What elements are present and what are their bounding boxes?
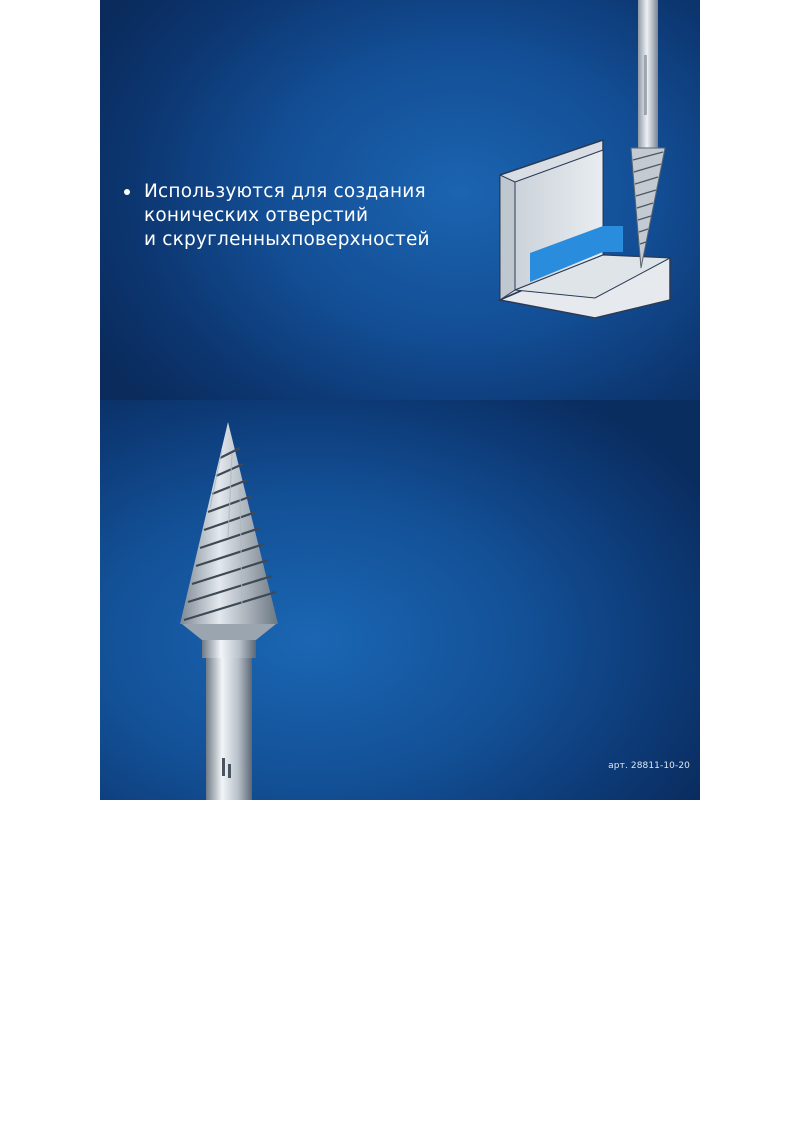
top-bullet-list (124, 180, 454, 252)
bullet-dot-icon (343, 875, 349, 881)
bottom-bullet-list (343, 866, 663, 1133)
bottom-panel (100, 400, 700, 1106)
article-number: арт. 28811-10-20 (608, 761, 690, 771)
bullet-item (124, 180, 454, 252)
bullet-dot-icon (343, 1045, 349, 1051)
bullet-dot-icon (124, 189, 130, 195)
bullet-item (343, 866, 663, 938)
bullet-text: Рабочая часть из мелко- зернистого твердого сплава марки ВК8 (363, 867, 648, 936)
bullet-text: Полностью автоматическая заточка (363, 964, 641, 1009)
bullet-item (343, 963, 663, 1011)
bullet-dot-icon (343, 972, 349, 978)
cone-burr-in-corner-block-icon (495, 0, 695, 330)
bullet-item (343, 1036, 663, 1108)
bullet-text: Используются для создания конических отверстий и скругленныхповерхностей (144, 181, 430, 250)
bullet-text: Двойная заточка рабочей части подходит для большинства материалов (363, 1037, 620, 1106)
top-panel (100, 0, 700, 400)
carbide-cone-burr-icon (170, 418, 290, 800)
